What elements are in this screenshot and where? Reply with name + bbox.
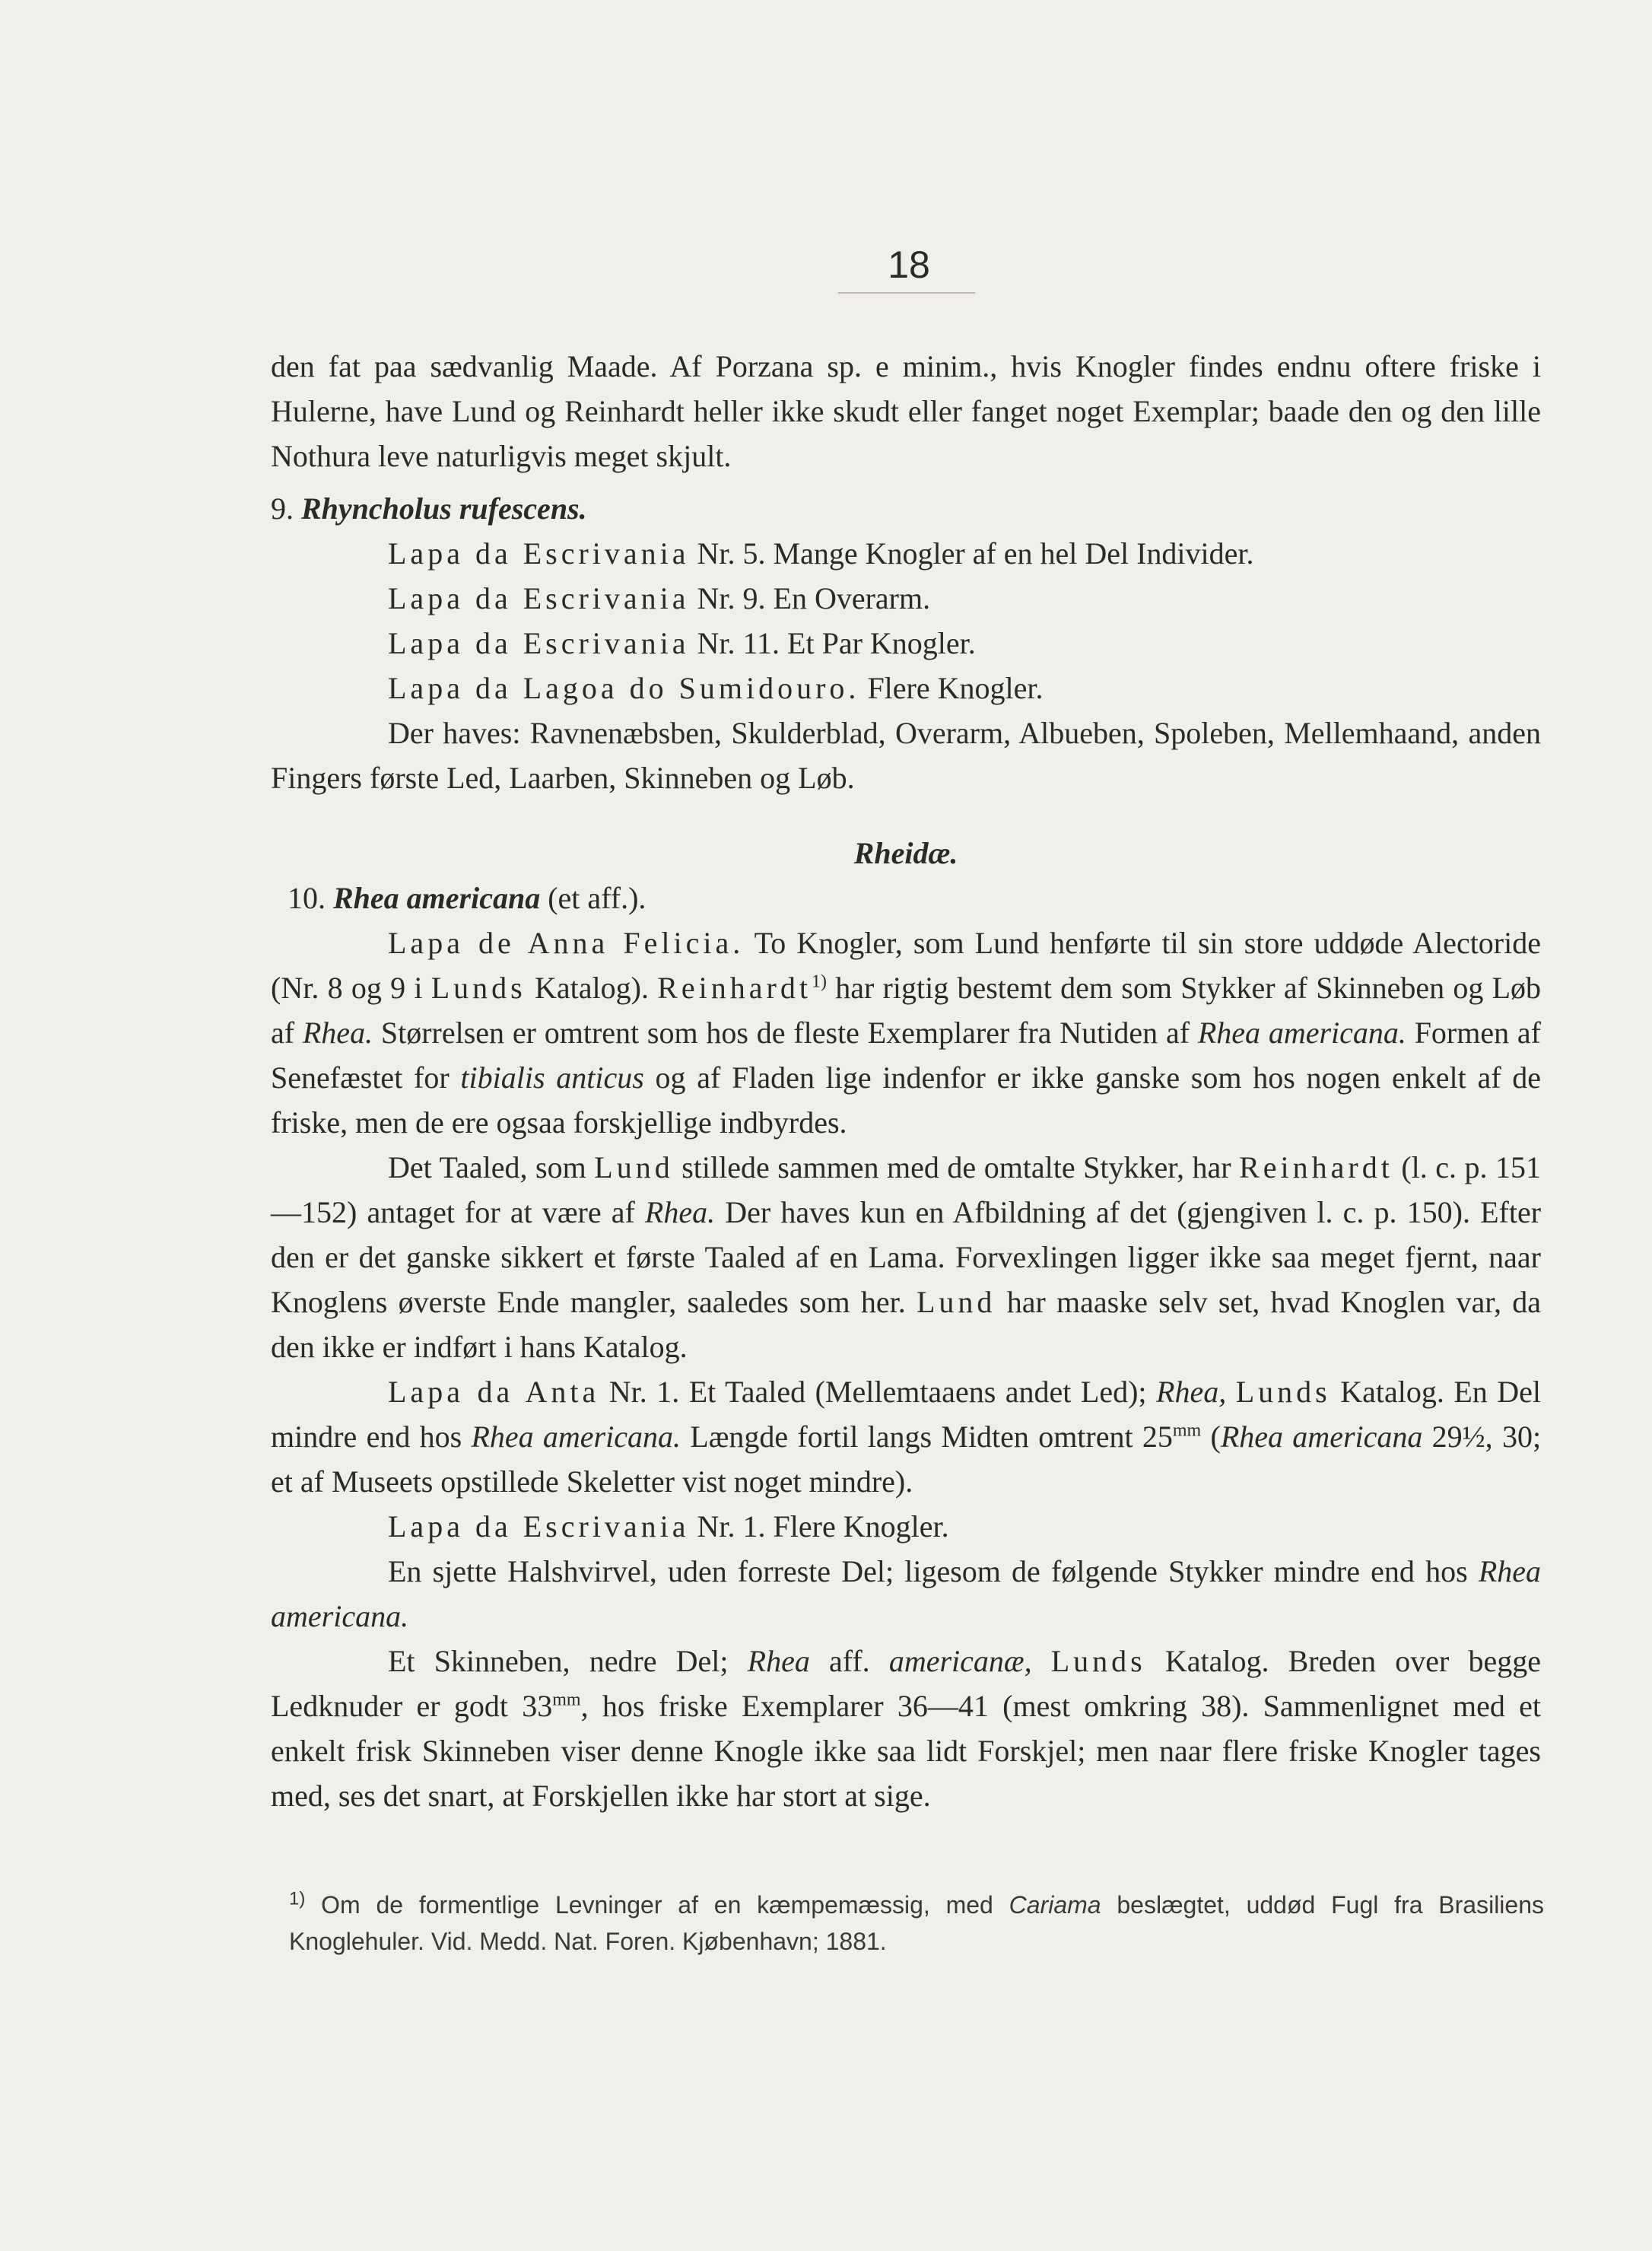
taxon: Rhea americana. bbox=[471, 1420, 681, 1454]
taxon: Cariama bbox=[1009, 1891, 1101, 1919]
locality: Lapa da Escrivania bbox=[388, 536, 690, 571]
unit: mm bbox=[1172, 1420, 1202, 1441]
entry-text: En Overarm. bbox=[773, 581, 931, 615]
species-9-entry bbox=[271, 621, 1541, 666]
text: Længde fortil langs Midten omtrent 25 bbox=[690, 1420, 1173, 1454]
entry-text: Flere Knogler. bbox=[867, 671, 1044, 705]
species-10-paragraph-5 bbox=[271, 1549, 1541, 1639]
footnote-marker: 1) bbox=[811, 971, 827, 992]
intro-paragraph: den fat paa sædvanlig Maade. Af Porzana sp. e minim., hvis Knogler findes endnu oftere friske i Hulerne, have Lund og Reinhardt heller ikke skudt eller fanget noget Exemplar; baade den og den lille Nothura leve naturligvis meget skjult. bbox=[271, 349, 1541, 473]
text: Formen af Senefæstet for bbox=[271, 1016, 1541, 1095]
author-name: Lund bbox=[917, 1285, 996, 1319]
text: Om de formentlige Levninger af en kæmpemæssig, med bbox=[321, 1891, 993, 1919]
unit: mm bbox=[552, 1690, 581, 1710]
locality: Lapa de Anna Felicia. bbox=[388, 926, 745, 960]
text: 29½, 30; et af Museets opstillede Skeletter vist noget mindre). bbox=[271, 1420, 1542, 1499]
species-10-suffix: (et aff.). bbox=[548, 881, 647, 915]
author-name: Lunds bbox=[1050, 1644, 1146, 1678]
ref: Nr. 5. bbox=[697, 536, 766, 571]
text: Der haves kun en Afbildning af det (gjengiven l. c. p. 150). Efter den er det ganske sikkert et første Taaled af en Lama. Forvexlingen ligger ikke saa meget fjernt, naar Knoglens øverste Ende mangler, saaledes som her. bbox=[271, 1195, 1542, 1319]
locality: Lapa da Escrivania bbox=[388, 581, 690, 615]
species-10-paragraph-1 bbox=[271, 920, 1541, 1145]
footnote bbox=[289, 1887, 1544, 1960]
species-10-paragraph-6 bbox=[271, 1639, 1541, 1818]
page-number: 18 bbox=[888, 243, 930, 286]
text: beslægtet, uddød Fugl fra Brasiliens Knoglehuler. Vid. Medd. Nat. Foren. Kjøbenhavn; 1881. bbox=[289, 1891, 1545, 1955]
page-number-rule bbox=[838, 292, 975, 294]
text: Størrelsen er omtrent som hos de fleste Exemplarer fra Nutiden af bbox=[380, 1016, 1190, 1050]
taxon: Rhea bbox=[747, 1644, 810, 1678]
species-10-paragraph-2 bbox=[271, 1145, 1541, 1369]
text: Katalog). bbox=[535, 971, 649, 1005]
entry-text: Et Par Knogler. bbox=[787, 626, 976, 660]
ref: Nr. 9. bbox=[697, 581, 766, 615]
text: (l. c. p. 151—152) antaget for at være af bbox=[271, 1150, 1542, 1229]
species-9-number: 9. bbox=[271, 491, 294, 526]
species-9-summary: Der haves: Ravnenæbsben, Skulderblad, Overarm, Albueben, Spoleben, Mellemhaand, anden Fingers første Led, Laarben, Skinneben og Løb. bbox=[271, 716, 1541, 795]
ref: Nr. 11. bbox=[697, 626, 780, 660]
text: stillede sammen med de omtalte Stykker, har bbox=[681, 1150, 1231, 1184]
author-name: Reinhardt bbox=[657, 971, 812, 1005]
author-name: Lunds bbox=[430, 971, 526, 1005]
taxon: Rhea americana. bbox=[1197, 1016, 1406, 1050]
text: har rigtig bestemt dem som Stykker af Skinneben og Løb af bbox=[271, 971, 1542, 1050]
footnote-text bbox=[289, 1887, 1544, 1960]
locality: Lapa da Anta bbox=[388, 1375, 600, 1409]
author-name: Reinhardt bbox=[1239, 1150, 1393, 1184]
species-10-number: 10. bbox=[288, 881, 326, 915]
taxon: Rhea, bbox=[1156, 1375, 1227, 1409]
taxon: Rhea americana bbox=[1220, 1420, 1423, 1454]
text: , hos friske Exemplarer 36—41 (mest omkring 38). Sammenlignet med et enkelt frisk Skinneben viser denne Knogle ikke saa lidt Forskjel; men naar flere friske Knogler tages med, ses det snart, at Forskjellen ikke har stort at sige. bbox=[271, 1689, 1541, 1813]
footnote-marker: 1) bbox=[289, 1888, 306, 1909]
species-9-entry bbox=[271, 666, 1541, 711]
taxon: Rhea americana. bbox=[271, 1554, 1541, 1633]
text: Det Taaled, som bbox=[388, 1150, 586, 1184]
locality: Lapa da Escrivania bbox=[388, 626, 690, 660]
taxon: Rhea. bbox=[302, 1016, 373, 1050]
text: Katalog. En Del mindre end hos bbox=[271, 1375, 1542, 1454]
text: og af Fladen lige indenfor er ikke ganske som hos nogen enkelt af de friske, men de ere ogsaa forskjellige indbyrdes. bbox=[271, 1060, 1541, 1140]
author-name: Lund bbox=[594, 1150, 674, 1184]
text: To Knogler, som Lund henførte til sin store uddøde Alectoride (Nr. 8 og 9 i bbox=[271, 926, 1541, 1005]
taxon: americanæ, bbox=[888, 1644, 1032, 1678]
body-text bbox=[271, 344, 1541, 1818]
species-10-name: Rhea americana bbox=[333, 881, 541, 915]
text: Et Skinneben, nedre Del; bbox=[388, 1644, 729, 1678]
text: Nr. 1. Flere Knogler. bbox=[697, 1509, 949, 1544]
locality: Lapa da Escrivania bbox=[388, 1509, 690, 1544]
species-9-entry bbox=[271, 576, 1541, 621]
family-heading: Rheidæ. bbox=[853, 836, 958, 870]
species-10-paragraph-3 bbox=[271, 1369, 1541, 1504]
text: En sjette Halshvirvel, uden forreste Del; ligesom de følgende Stykker mindre end hos bbox=[388, 1554, 1468, 1588]
text: aff. bbox=[829, 1644, 870, 1678]
text: Katalog. Breden over begge Ledknuder er godt 33 bbox=[271, 1644, 1541, 1723]
text: ( bbox=[1210, 1420, 1221, 1454]
locality: Lapa da Lagoa do Sumidouro. bbox=[388, 671, 860, 705]
species-9-heading bbox=[271, 486, 1541, 531]
species-9-name: Rhyncholus rufescens. bbox=[301, 491, 587, 526]
author-name: Lunds bbox=[1235, 1375, 1331, 1409]
text: Nr. 1. Et Taaled (Mellemtaaens andet Led); bbox=[608, 1375, 1147, 1409]
taxon: tibialis anticus bbox=[460, 1060, 644, 1095]
species-9-entry bbox=[271, 531, 1541, 576]
taxon: Rhea. bbox=[644, 1195, 716, 1229]
text: har maaske selv set, hvad Knoglen var, da den ikke er indført i hans Katalog. bbox=[271, 1285, 1542, 1364]
entry-text: Mange Knogler af en hel Del Individer. bbox=[773, 536, 1254, 571]
species-10-heading bbox=[271, 876, 1541, 920]
species-10-paragraph-4 bbox=[271, 1504, 1541, 1549]
